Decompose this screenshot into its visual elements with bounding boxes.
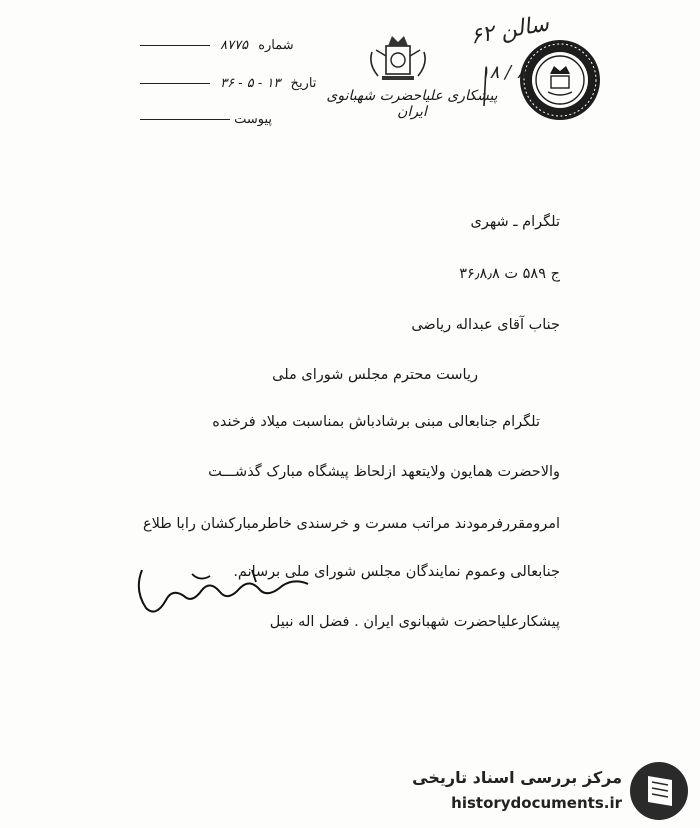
handwritten-signature-icon bbox=[132, 560, 322, 622]
paragraph-line-2: والاحضرت همایون ولایتعهد ازلحاظ پیشگاه مبارک گذشـــت bbox=[208, 464, 560, 480]
attachment-line bbox=[140, 119, 230, 120]
paragraph-line-4: جنابعالی وعموم نمایندگان مجلس شورای ملی برسانم. bbox=[233, 564, 560, 580]
letter-number-value: ۸۷۷۵ bbox=[220, 38, 249, 53]
handwritten-stroke-icon bbox=[476, 60, 516, 110]
paragraph-line-3: امرومقررفرمودند مراتب مسرت و خرسندی خاطرمبارکشان رابا طلاع bbox=[142, 516, 560, 532]
signature-title: پیشکارعلیاحضرت شهبانوی ایران . فضل اله نبیل bbox=[269, 614, 560, 630]
watermark-website: historydocuments.ir bbox=[451, 794, 622, 812]
round-seal-icon bbox=[518, 38, 602, 122]
handwritten-reference: ۱۸ / ۸ bbox=[480, 62, 527, 83]
letter-number-label: شماره bbox=[258, 38, 294, 53]
letter-number-line bbox=[140, 45, 210, 46]
telegram-type: تلگرام ـ شهری bbox=[470, 214, 560, 230]
royal-crest-icon bbox=[366, 32, 430, 84]
addressee-title: ریاست محترم مجلس شورای ملی bbox=[272, 367, 478, 383]
handwritten-note: سالن ۶۲ bbox=[468, 11, 551, 50]
watermark-center-name: مرکز بررسی اسناد تاریخی bbox=[412, 768, 622, 787]
paragraph-line-1: تلگرام جنابعالی مبنی برشادباش بمناسبت میلاد فرخنده bbox=[212, 414, 540, 430]
addressee-name: جناب آقای عبداله ریاضی bbox=[411, 317, 560, 333]
letter-number-row bbox=[140, 38, 294, 53]
archive-logo-icon bbox=[628, 760, 690, 822]
telegram-reference: ج ۵۸۹ ت ۳۶٫۸٫۸ bbox=[459, 266, 560, 282]
attachment-label: پیوست bbox=[234, 112, 273, 127]
letter-date-label: تاریخ bbox=[290, 76, 317, 91]
attachment-row bbox=[140, 112, 272, 127]
letter-date-value: ۱۳ - ۵ - ۳۶ bbox=[220, 76, 281, 91]
office-title: پیشکاری علیاحضرت شهبانوی ایران bbox=[326, 88, 498, 120]
letter-date-line bbox=[140, 83, 210, 84]
letter-date-row bbox=[140, 76, 316, 91]
